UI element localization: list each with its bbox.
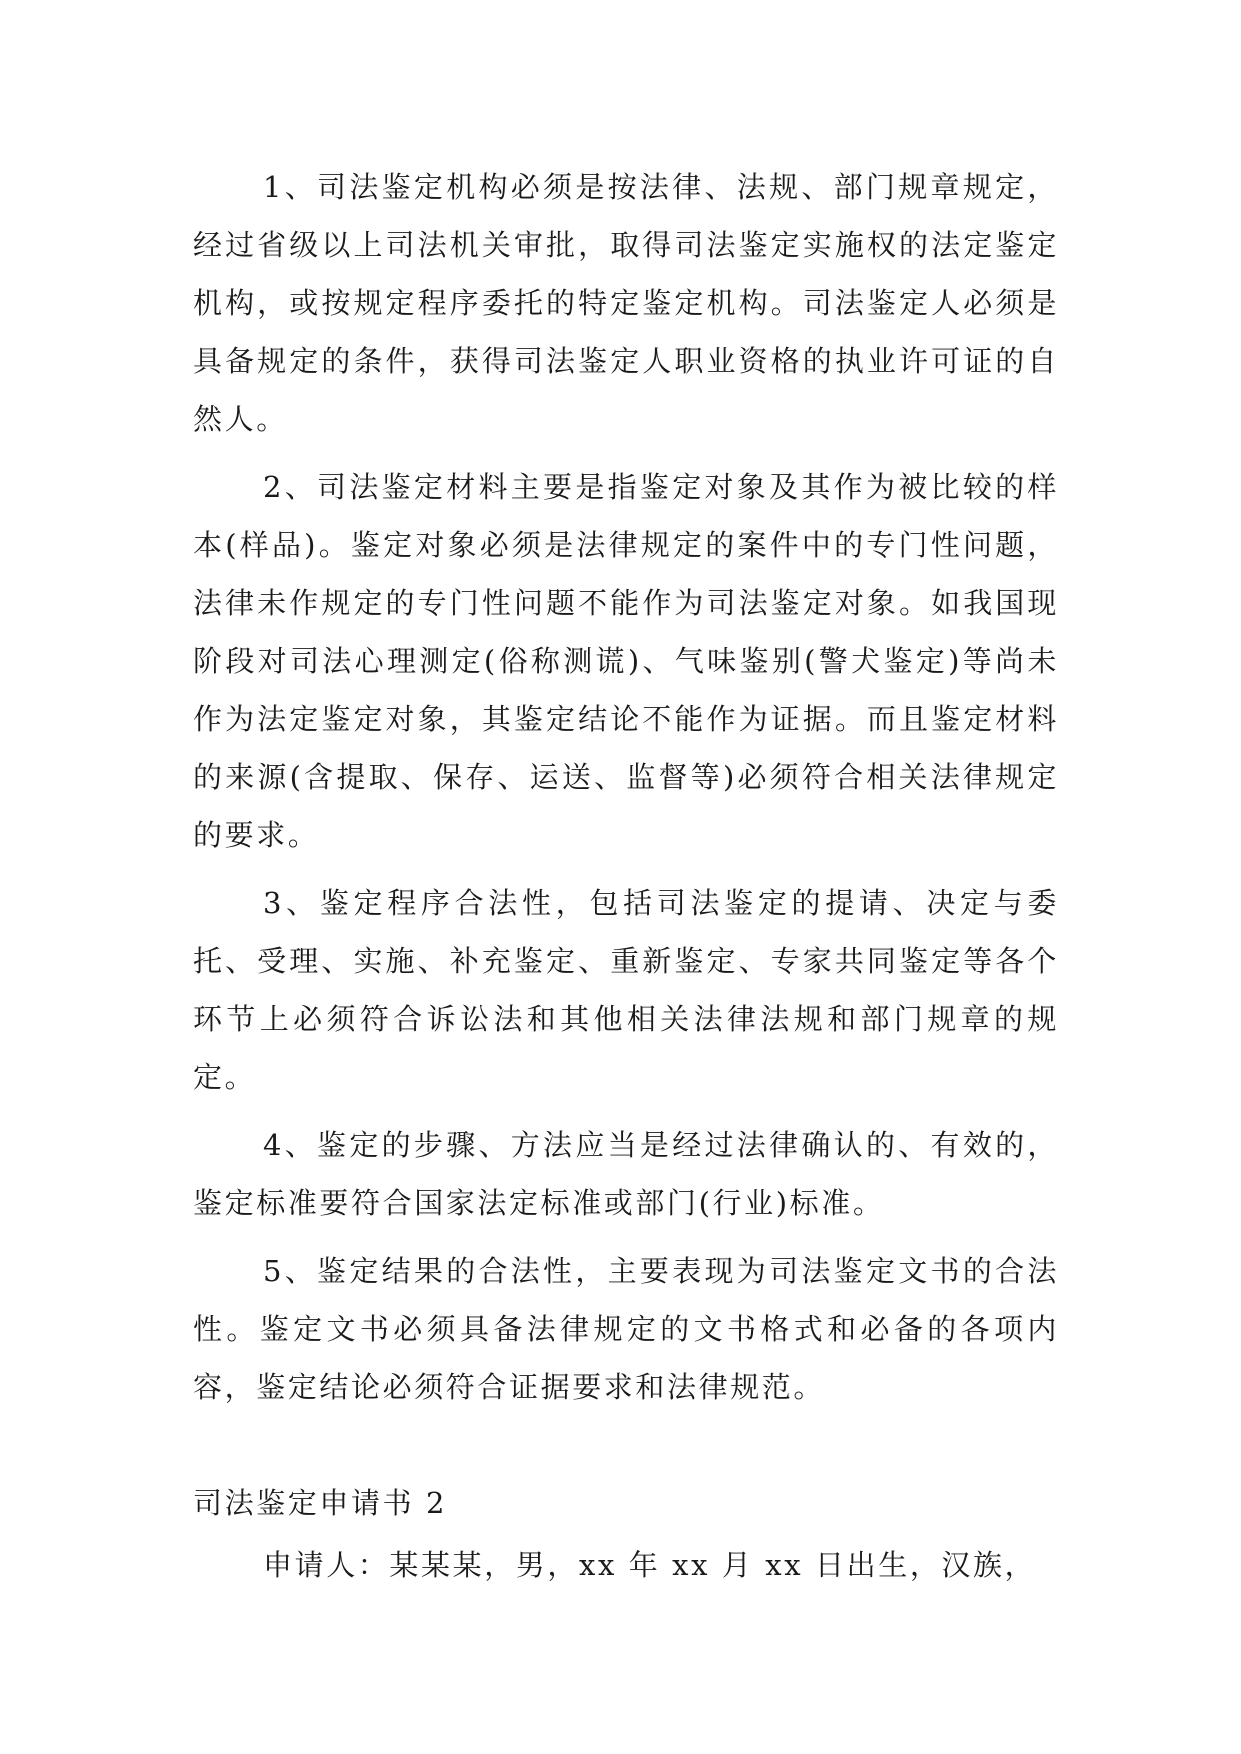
paragraph-3: 3、鉴定程序合法性，包括司法鉴定的提请、决定与委托、受理、实施、补充鉴定、重新鉴定、专家共同鉴定等各个环节上必须符合诉讼法和其他相关法律法规和部门规章的规定。 [193,886,1059,1094]
section-heading: 司法鉴定申请书 2 [193,1486,448,1520]
paragraph-2: 2、司法鉴定材料主要是指鉴定对象及其作为被比较的样本(样品)。鉴定对象必须是法律规定的案件中的专门性问题，法律未作规定的专门性问题不能作为司法鉴定对象。如我国现阶段对司法心理测定(俗称测谎)、气味鉴别(警犬鉴定)等尚未作为法定鉴定对象，其鉴定结论不能作为证据。而且鉴定材料的来源(含提取、保存、运送、监督等)必须符合相关法律规定的要求。 [193,470,1059,852]
paragraph-1: 1、司法鉴定机构必须是按法律、法规、部门规章规定，经过省级以上司法机关审批，取得司法鉴定实施权的法定鉴定机构，或按规定程序委托的特定鉴定机构。司法鉴定人必须是具备规定的条件，获得司法鉴定人职业资格的执业许可证的自然人。 [193,170,1059,436]
paragraph-4: 4、鉴定的步骤、方法应当是经过法律确认的、有效的，鉴定标准要符合国家法定标准或部门(行业)标准。 [193,1128,1059,1220]
paragraph-5: 5、鉴定结果的合法性，主要表现为司法鉴定文书的合法性。鉴定文书必须具备法律规定的文书格式和必备的各项内容，鉴定结论必须符合证据要求和法律规范。 [193,1254,1059,1404]
document-page [193,158,1059,1594]
applicant-line: 申请人：某某某，男，xx 年 xx 月 xx 日出生，汉族， [263,1548,1037,1582]
